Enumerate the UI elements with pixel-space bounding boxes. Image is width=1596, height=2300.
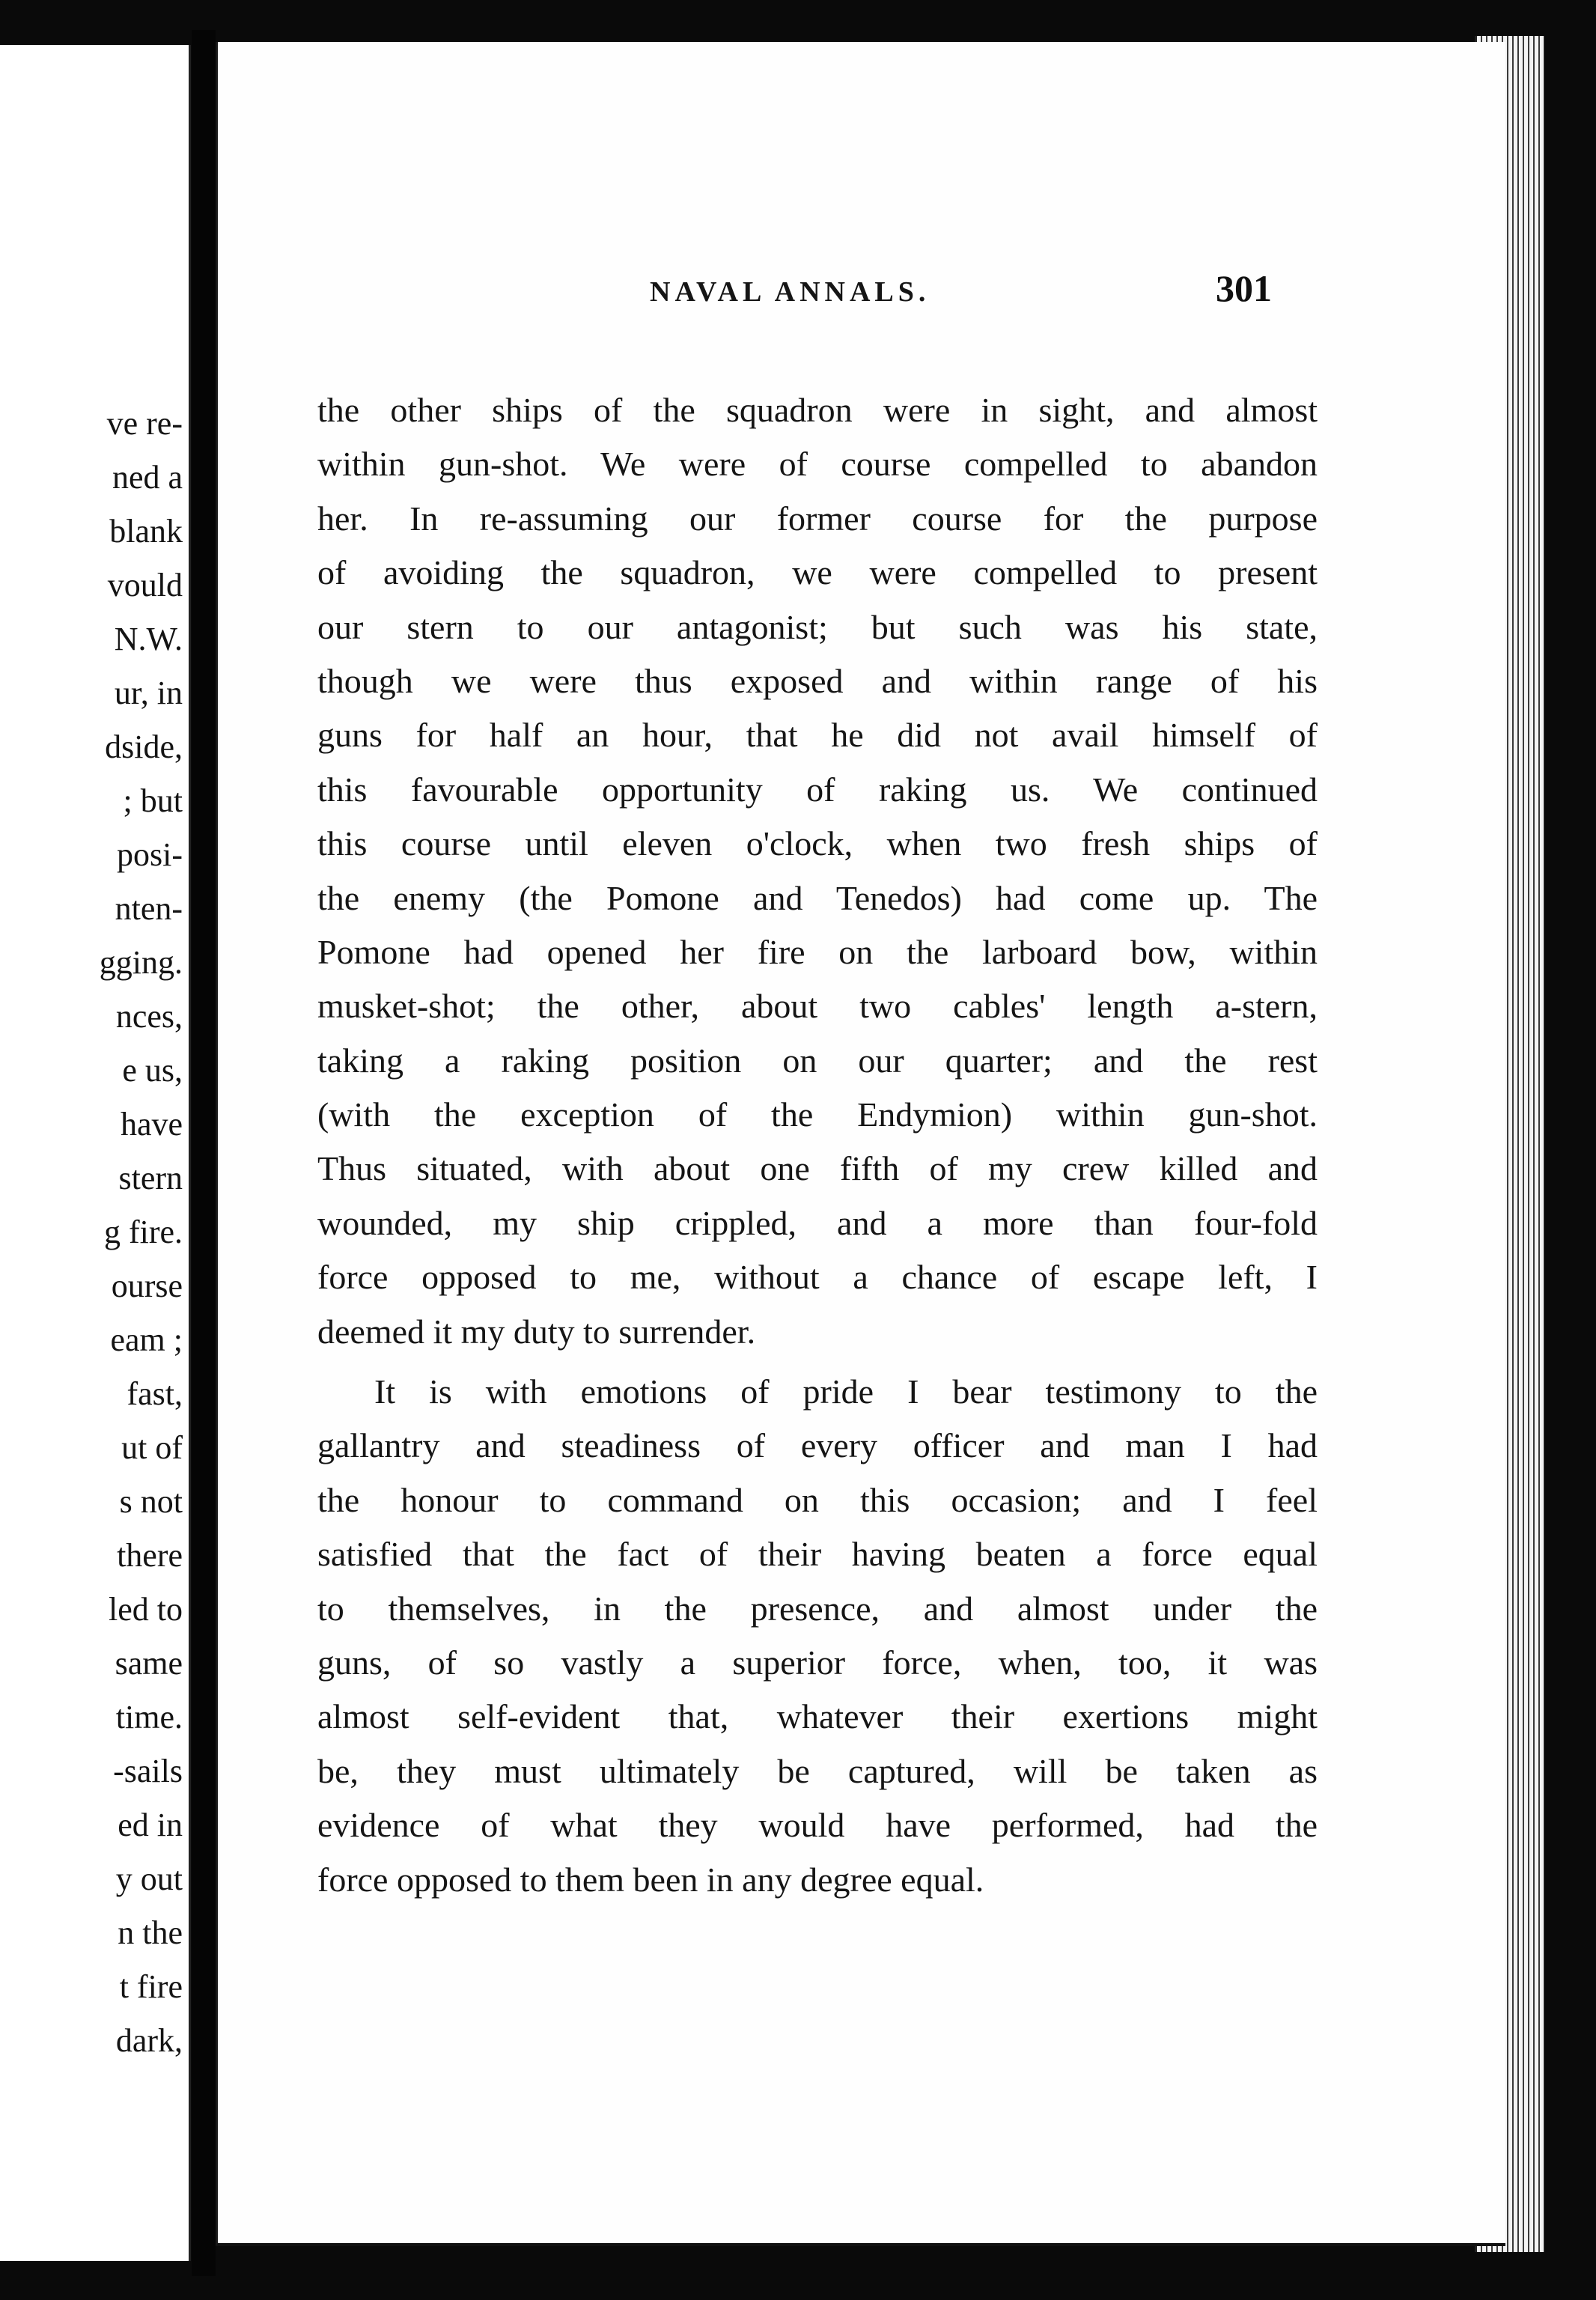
text-line: deemed it my duty to surrender.	[317, 1312, 756, 1351]
left-line-fragment: led to	[109, 1591, 183, 1628]
left-line-fragment: nces,	[115, 998, 183, 1035]
text-line: It is with emotions of pride I bear testimony to the	[374, 1372, 1318, 1411]
text-line: Pomone had opened her fire on the larboard bow, within	[317, 932, 1318, 971]
left-line-fragment: gging.	[99, 944, 183, 981]
book-gutter	[192, 30, 216, 2276]
left-line-fragment: t fire	[119, 1968, 183, 2005]
body-text	[317, 383, 1318, 1907]
left-line-fragment: ve re-	[106, 405, 183, 442]
left-line-fragment: nten-	[115, 890, 183, 927]
text-line: this favourable opportunity of raking us. We continued	[317, 770, 1318, 809]
text-line: (with the exception of the Endymion) within gun-shot.	[317, 1095, 1318, 1134]
left-line-fragment: eam ;	[110, 1321, 183, 1358]
text-line: the honour to command on this occasion; and I feel	[317, 1480, 1318, 1519]
left-line-fragment: dside,	[105, 728, 183, 765]
left-line-fragment: posi-	[117, 836, 183, 873]
text-line: be, they must ultimately be captured, will be taken as	[317, 1751, 1318, 1790]
previous-page-fragment	[0, 45, 191, 2261]
left-line-fragment: there	[117, 1537, 183, 1574]
text-line: force opposed to me, without a chance of escape left, I	[317, 1258, 1318, 1297]
left-line-fragment: have	[120, 1106, 183, 1143]
left-line-fragment: s not	[119, 1483, 183, 1520]
text-line: evidence of what they would have performed, had the	[317, 1806, 1318, 1845]
text-line: gallantry and steadiness of every officer and man I had	[317, 1426, 1318, 1465]
left-line-fragment: ut of	[121, 1429, 183, 1466]
text-line: her. In re-assuming our former course for the purpose	[317, 499, 1318, 538]
text-line: force opposed to them been in any degree equal.	[317, 1860, 984, 1899]
text-line: of avoiding the squadron, we were compelled to present	[317, 553, 1318, 592]
left-line-fragment: ourse	[111, 1268, 183, 1304]
left-line-fragment: blank	[109, 513, 183, 550]
left-line-fragment: g fire.	[103, 1214, 183, 1250]
left-line-fragment: time.	[115, 1699, 183, 1735]
left-line-fragment: stern	[118, 1160, 183, 1196]
text-line: to themselves, in the presence, and almost under the	[317, 1589, 1318, 1628]
text-line: within gun-shot. We were of course compelled to abandon	[317, 445, 1318, 484]
left-line-fragment: ur, in	[114, 675, 183, 711]
left-line-fragment: ned a	[112, 459, 183, 496]
text-line: our stern to our antagonist; but such was his state,	[317, 607, 1318, 646]
left-line-fragment: N.W.	[114, 621, 183, 657]
left-line-fragment: fast,	[127, 1375, 183, 1412]
text-line: this course until eleven o'clock, when two fresh ships of	[317, 824, 1318, 863]
left-line-fragment: dark,	[115, 2022, 183, 2059]
left-line-fragment: y out	[115, 1861, 183, 1897]
text-line: Thus situated, with about one fifth of my crew killed and	[317, 1149, 1318, 1188]
left-line-fragment: ; but	[123, 782, 183, 819]
text-line: wounded, my ship crippled, and a more than four-fold	[317, 1203, 1318, 1242]
left-line-fragment: e us,	[122, 1052, 183, 1089]
page-number: 301	[1216, 267, 1272, 309]
left-line-fragment: ed in	[118, 1807, 183, 1843]
text-line: taking a raking position on our quarter; and the rest	[317, 1041, 1318, 1080]
left-line-fragment: vould	[107, 567, 183, 603]
running-head: NAVAL ANNALS.	[650, 276, 931, 308]
text-line: the other ships of the squadron were in sight, and almost	[317, 391, 1318, 429]
left-line-fragment: n the	[118, 1914, 183, 1951]
text-line: guns for half an hour, that he did not avail himself of	[317, 716, 1318, 755]
text-line: the enemy (the Pomone and Tenedos) had come up. The	[317, 878, 1318, 917]
left-line-fragment: -sails	[113, 1753, 183, 1789]
left-line-fragment: same	[115, 1645, 183, 1682]
text-line: though we were thus exposed and within range of his	[317, 661, 1318, 700]
text-line: guns, of so vastly a superior force, when, too, it was	[317, 1643, 1318, 1682]
text-line: almost self-evident that, whatever their exertions might	[317, 1697, 1318, 1736]
text-line: satisfied that the fact of their having beaten a force equal	[317, 1535, 1318, 1574]
text-line: musket-shot; the other, about two cables' length a-stern,	[317, 987, 1318, 1026]
